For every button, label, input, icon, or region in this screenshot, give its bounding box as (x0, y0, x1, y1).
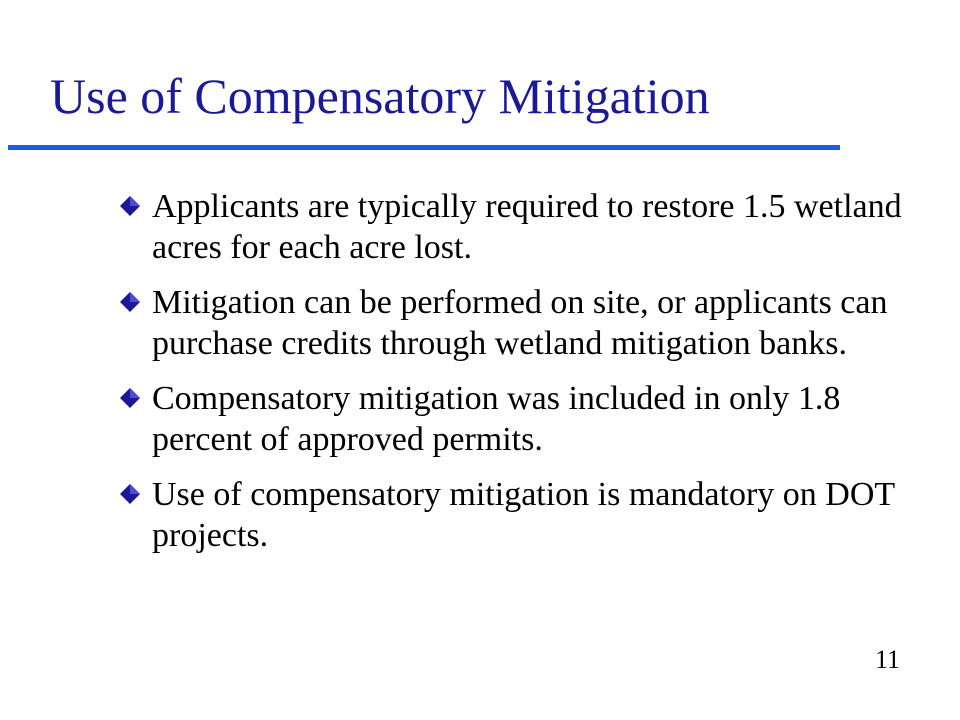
diamond-bullet-icon (120, 292, 140, 312)
bullet-text: Applicants are typically required to restore 1.5 wetland acres for each acre lost. (152, 188, 902, 266)
bullet-item (118, 474, 918, 556)
diamond-bullet-icon (120, 388, 140, 408)
bullet-text: Use of compensatory mitigation is mandatory on DOT projects. (152, 476, 895, 554)
diamond-bullet-icon (120, 196, 140, 216)
bullet-item (118, 282, 918, 364)
bullet-item (118, 378, 918, 460)
bullet-text: Mitigation can be performed on site, or applicants can purchase credits through wetland mitigation banks. (152, 284, 888, 362)
page-number: 11 (874, 645, 900, 674)
diamond-bullet-icon (120, 484, 140, 504)
bullet-text: Compensatory mitigation was included in only 1.8 percent of approved permits. (152, 380, 841, 458)
slide-title: Use of Compensatory Mitigation (50, 68, 710, 124)
bullet-item (118, 186, 918, 268)
bullet-list (118, 186, 918, 570)
title-underline (8, 145, 840, 150)
